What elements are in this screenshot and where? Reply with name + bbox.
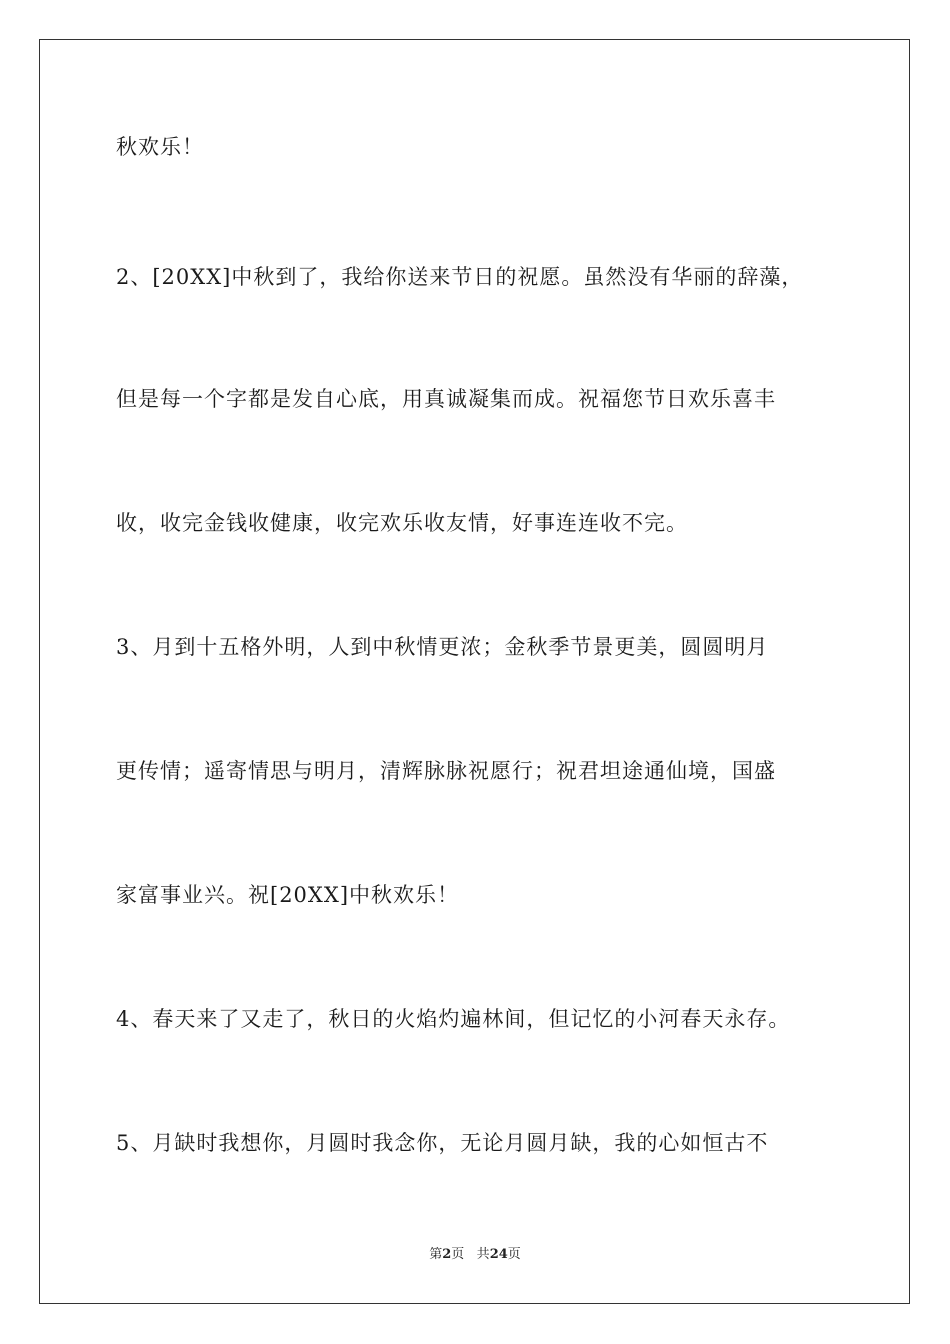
page-frame: [39, 39, 910, 1304]
text-line: 4、春天来了又走了，秋日的火焰灼遍林间，但记忆的小河春天永存。: [116, 1007, 791, 1031]
text-line: 5、月缺时我想你，月圆时我念你，无论月圆月缺，我的心如恒古不: [116, 1131, 769, 1155]
text-line: 但是每一个字都是发自心底，用真诚凝集而成。祝福您节日欢乐喜丰: [116, 387, 776, 411]
page-label-prefix: 第: [429, 1247, 443, 1262]
page-number: 2: [442, 1247, 452, 1262]
total-pages: 24: [489, 1247, 508, 1262]
text-line: 更传情；遥寄情思与明月，清辉脉脉祝愿行；祝君坦途通仙境，国盛: [116, 759, 776, 783]
page-label-suffix: 页: [451, 1247, 465, 1262]
text-line: 家富事业兴。祝[20XX]中秋欢乐！: [116, 883, 460, 907]
total-label-prefix: 共: [476, 1247, 490, 1262]
text-line: 3、月到十五格外明，人到中秋情更浓；金秋季节景更美，圆圆明月: [116, 635, 769, 659]
text-line: 2、[20XX]中秋到了，我给你送来节日的祝愿。虽然没有华丽的辞藻，: [116, 265, 804, 289]
text-line: 秋欢乐！: [116, 135, 204, 159]
page-footer: [0, 1246, 950, 1264]
text-line: 收，收完金钱收健康，收完欢乐收友情，好事连连收不完。: [116, 511, 688, 535]
total-label-suffix: 页: [507, 1247, 521, 1262]
